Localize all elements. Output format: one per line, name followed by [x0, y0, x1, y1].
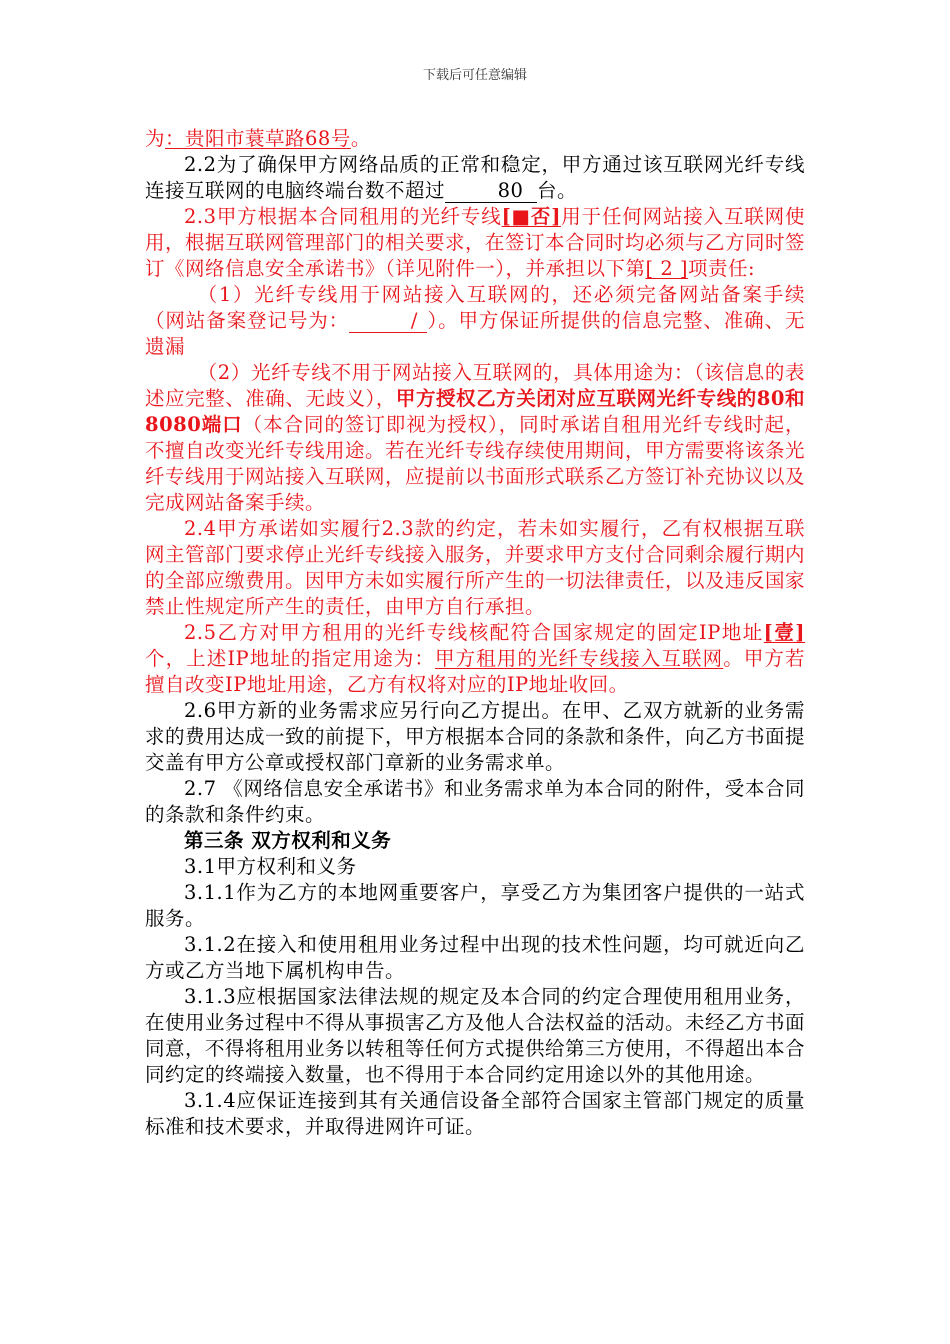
terminal-count-value: 80 [445, 180, 537, 203]
clause-2-4: 2.4甲方承诺如实履行2.3款的约定，若未如实履行，乙有权根据互联网主管部门要求停止光纤专线接入服务，并要求甲方支付合同剩余履行期内的全部应缴费用。因甲方未如实履行所产生的一切法律责任，以及违反国家禁止性规定所产生的责任，由甲方自行承担。 [145, 517, 806, 618]
article-3-heading: 第三条 双方权利和义务 [184, 829, 392, 852]
clause-3-1-1: 3.1.1作为乙方的本地网重要客户，享受乙方为集团客户提供的一站式服务。 [145, 881, 805, 930]
paragraph-address [145, 126, 805, 152]
clause-2-3-item-number: [ 2 ] [645, 257, 689, 280]
address-value: ：贵阳市蓑草路68号 [165, 127, 351, 150]
clause-2-2 [145, 152, 805, 204]
address-suffix: 。 [350, 127, 371, 150]
clause-2-3 [145, 204, 805, 282]
item-1 [145, 282, 805, 360]
clause-2-3-body: 用于任何网站接入互联网使用，根据互联网管理部门的相关要求，在签订本合同时均必须与乙方同时签订《网络信息安全承诺书》（详见附件一），并承担以下第 [145, 205, 806, 280]
clause-2-7: 2.7 《网络信息安全承诺书》和业务需求单为本合同的附件，受本合同的条款和条件约束。 [145, 777, 805, 826]
clause-2-5-text: 2.5乙方对甲方租用的光纤专线核配符合国家规定的固定IP地址 [184, 621, 764, 644]
clause-3-1: 3.1甲方权利和义务 [184, 855, 357, 878]
clause-3-1-4: 3.1.4应保证连接到其有关通信设备全部符合国家主管部门规定的质量标准和技术要求，并取得进网许可证。 [145, 1089, 805, 1138]
clause-2-2-suffix: 台。 [537, 179, 578, 202]
clause-2-3-suffix: 项责任: [688, 257, 756, 280]
clause-2-5 [145, 620, 805, 698]
document-body [145, 126, 805, 1140]
item-1-text: （1）光纤专线用于网站接入互联网的，还必须完备网站备案手续（网站备案登记号为： [145, 283, 805, 332]
clause-2-3-text: 2.3甲方根据本合同租用的光纤专线 [184, 205, 502, 228]
item-1-suffix: ）。甲方保证所提供的信息完整、准确、无遗漏 [145, 309, 805, 358]
item-2 [145, 360, 805, 516]
clause-2-5-suffix: 。甲方若擅自改变IP地址用途，乙方有权将对应的IP地址收回。 [145, 647, 805, 696]
page-header: 下载后可任意编辑 [422, 68, 527, 83]
item-2-body: （本合同的签订即视为授权），同时承诺自租用光纤专线时起，不擅自改变光纤专线用途。若在光纤专线存续使用期间，甲方需要将该条光纤专线用于网站接入互联网，应提前以书面形式联系乙方签订补充协议以及完成网站备案手续。 [145, 413, 806, 514]
clause-3-1-3: 3.1.3应根据国家法律法规的规定及本合同的约定合理使用租用业务，在使用业务过程中不得从事损害乙方及他人合法权益的活动。未经乙方书面同意，不得将租用业务以转租等任何方式提供给第三方使用，不得超出本合同约定的终端接入数量，也不得用于本合同约定用途以外的其他用途。 [145, 985, 806, 1086]
ip-purpose-value: 甲方租用的光纤专线接入互联网 [435, 647, 724, 670]
clause-2-6: 2.6甲方新的业务需求应另行向乙方提出。在甲、乙双方就新的业务需求的费用达成一致的前提下，甲方根据本合同的条款和条件，向乙方书面提交盖有甲方公章或授权部门章新的业务需求单。 [145, 699, 806, 774]
clause-2-2-text: 2.2为了确保甲方网络品质的正常和稳定，甲方通过该互联网光纤专线连接互联网的电脑终端台数不超过 [145, 153, 805, 202]
clause-2-3-option: [■否] [501, 205, 561, 228]
ip-count-value: [壹] [763, 621, 806, 644]
item-2-text: （2）光纤专线不用于网站接入互联网的，具体用途为：（该信息的表述应完整、准确、无歧义）， [145, 361, 805, 410]
clause-2-5-mid: 个，上述IP地址的指定用途为： [145, 647, 436, 670]
registration-number-value: / [349, 310, 427, 333]
clause-3-1-2: 3.1.2在接入和使用租用业务过程中出现的技术性问题，均可就近向乙方或乙方当地下属机构申告。 [145, 933, 805, 982]
item-2-bold-authorization: 甲方授权乙方关闭对应互联网光纤专线的80和8080端口 [145, 387, 805, 436]
address-prefix: 为 [145, 127, 166, 150]
